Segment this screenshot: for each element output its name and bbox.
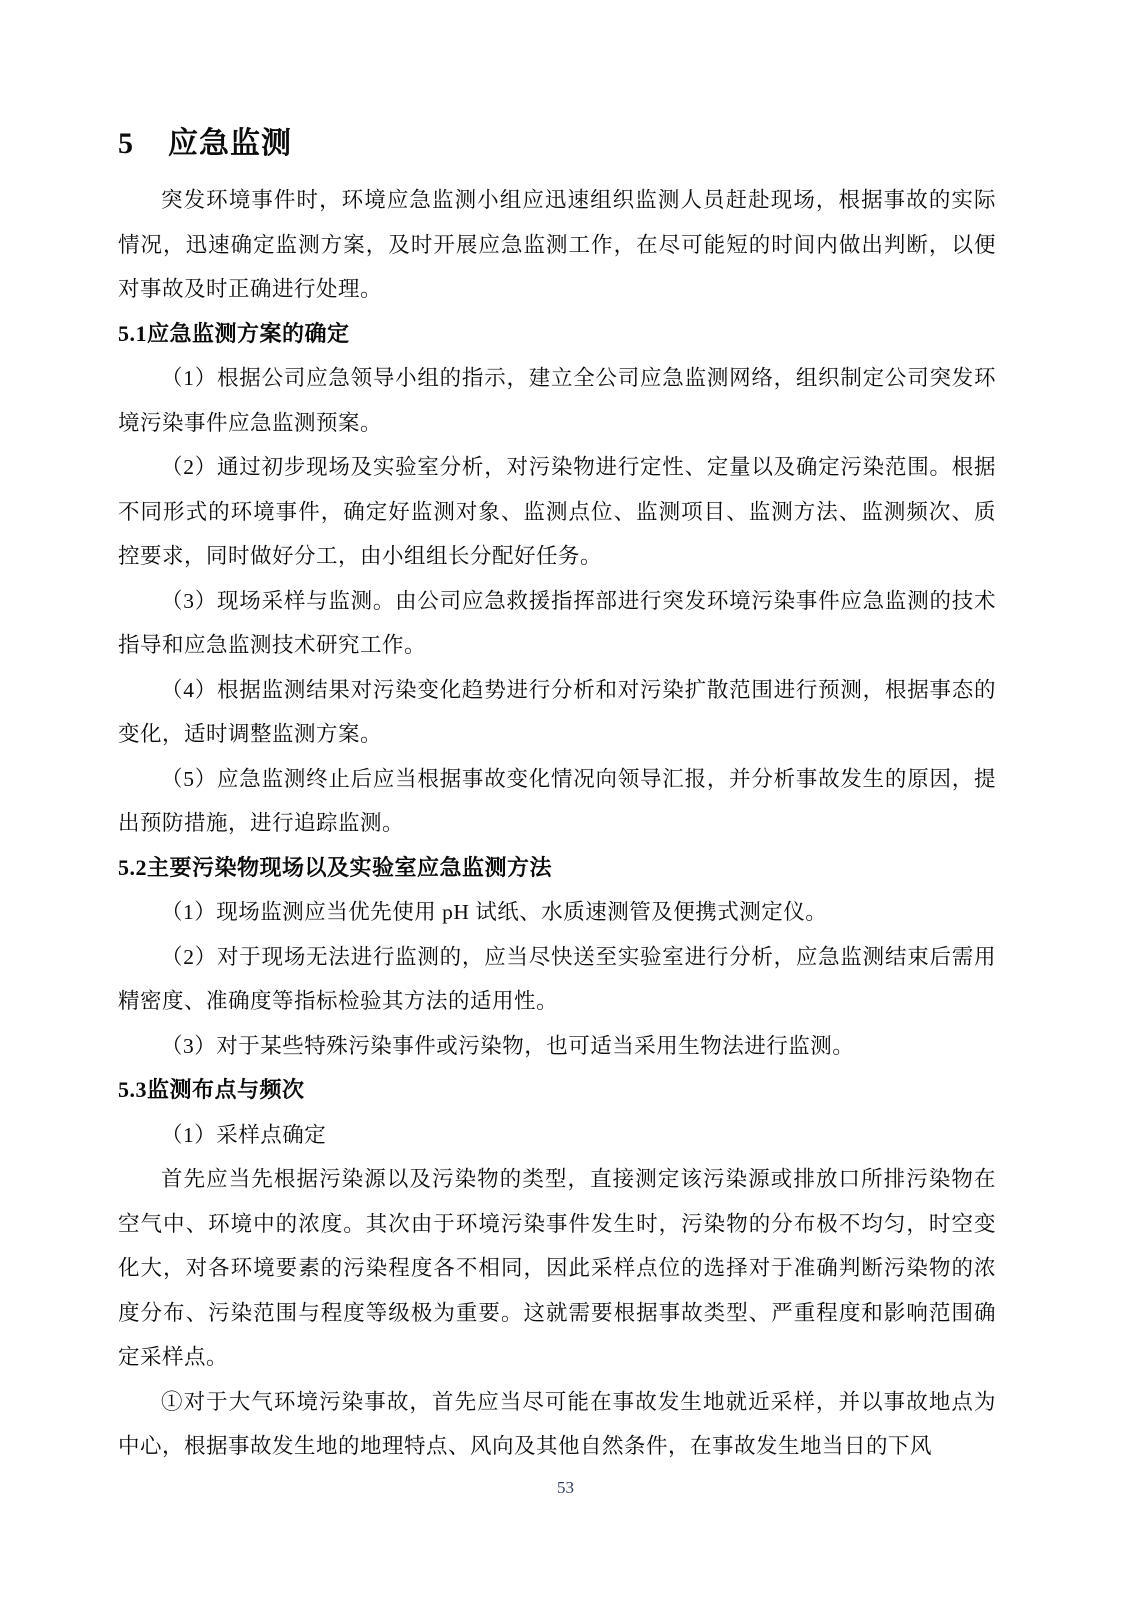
section-5-2-heading: 5.2主要污染物现场以及实验室应急监测方法	[118, 854, 553, 880]
document-page	[118, 118, 996, 1469]
section-5-3-heading: 5.3监测布点与频次	[118, 1077, 305, 1102]
section-5-1-item-3: （3）现场采样与监测。由公司应急救援指挥部进行突发环境污染事件应急监测的技术指导和应急监测技术研究工作。	[118, 588, 996, 657]
section-5-1-heading: 5.1应急监测方案的确定	[118, 320, 350, 346]
section-5-2-item-3: （3）对于某些特殊污染事件或污染物，也可适当采用生物法进行监测。	[161, 1033, 855, 1058]
section-5-1-item-4: （4）根据监测结果对污染变化趋势进行分析和对污染扩散范围进行预测，根据事态的变化，适时调整监测方案。	[118, 677, 996, 746]
intro-paragraph: 突发环境事件时，环境应急监测小组应迅速组织监测人员赶赴现场，根据事故的实际情况，迅速确定监测方案，及时开展应急监测工作，在尽可能短的时间内做出判断，以便对事故及时正确进行处理。	[118, 188, 996, 301]
section-5-1-item-5: （5）应急监测终止后应当根据事故变化情况向领导汇报，并分析事故发生的原因，提出预防措施，进行追踪监测。	[118, 766, 996, 835]
section-5-2-item-1: （1）现场监测应当优先使用 pH 试纸、水质速测管及便携式测定仪。	[161, 900, 828, 924]
section-5-1-item-2: （2）通过初步现场及实验室分析，对污染物进行定性、定量以及确定污染范围。根据不同形式的环境事件，确定好监测对象、监测点位、监测项目、监测方法、监测频次、质控要求，同时做好分工，由小组组长分配好任务。	[118, 455, 996, 568]
section-5-3-paragraph: 首先应当先根据污染源以及污染物的类型，直接测定该污染源或排放口所排污染物在空气中、环境中的浓度。其次由于环境污染事件发生时，污染物的分布极不均匀，时空变化大，对各环境要素的污染程度各不相同，因此采样点位的选择对于准确判断污染物的浓度分布、污染范围与程度等级极为重要。这就需要根据事故类型、严重程度和影响范围确定采样点。	[118, 1167, 996, 1369]
section-5-2-item-2: （2）对于现场无法进行监测的，应当尽快送至实验室进行分析，应急监测结束后需用精密度、准确度等指标检验其方法的适用性。	[118, 944, 996, 1013]
chapter-title-text: 应急监测	[168, 127, 292, 160]
section-5-3-subitem-air: ①对于大气环境污染事故，首先应当尽可能在事故发生地就近采样，并以事故地点为中心，根据事故发生地的地理特点、风向及其他自然条件，在事故发生地当日的下风	[118, 1389, 996, 1458]
section-5-3-item-1: （1）采样点确定	[161, 1122, 327, 1147]
section-5-1-item-1: （1）根据公司应急领导小组的指示，建立全公司应急监测网络，组织制定公司突发环境污染事件应急监测预案。	[118, 366, 996, 435]
page-number: 53	[557, 1478, 574, 1497]
chapter-number: 5	[118, 127, 134, 160]
chapter-heading	[118, 118, 996, 170]
